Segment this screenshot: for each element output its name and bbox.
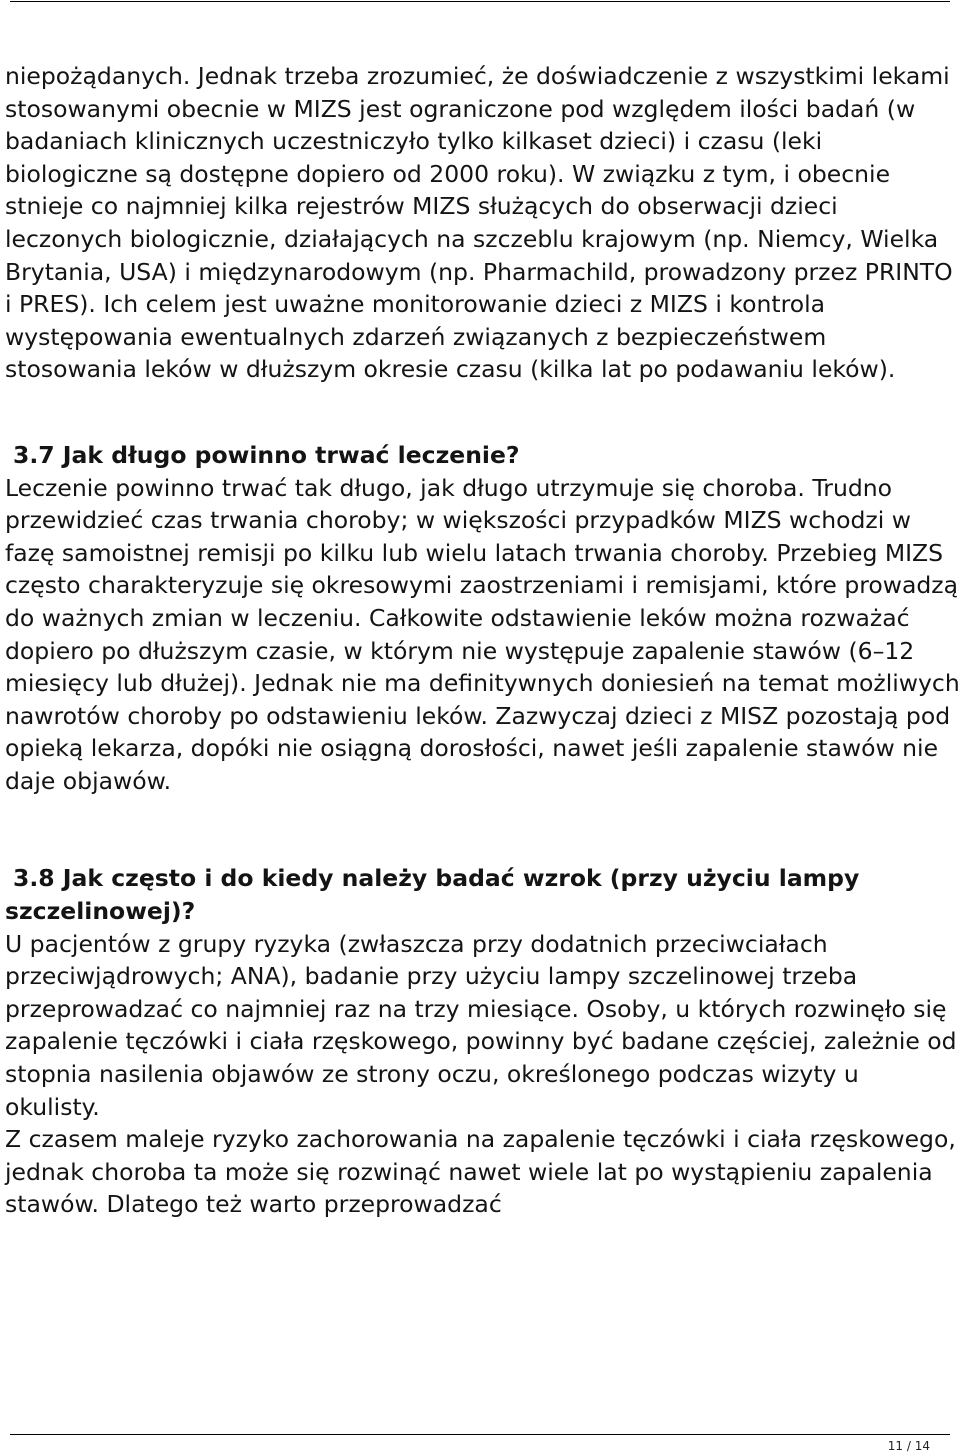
footer-rule bbox=[10, 1434, 950, 1435]
section-heading-3-7 bbox=[5, 439, 960, 472]
section-3-7-body: Leczenie powinno trwać tak długo, jak długo utrzymuje się choroba. Trudno przewidzieć czas trwania choroby; w większości przypadków MIZS wchodzi w fazę samoistnej remisji po kilku lub wielu latach trwania choroby. Przebieg MIZS często charakteryzuje się okresowymi zaostrzeniami i remisjami, które prowadzą do ważnych zmian w leczeniu. Całkowite odstawienie leków można rozważać dopiero po dłuższym czasie, w którym nie występuje zapalenie stawów (6–12 miesięcy lub dłużej). Jednak nie ma definitywnych doniesień na temat możliwych nawrotów choroby po odstawieniu leków. Zazwyczaj dzieci z MISZ pozostają pod opieką lekarza, dopóki nie osiągną dorosłości, nawet jeśli zapalenie stawów nie daje objawów. bbox=[5, 473, 960, 795]
section-3-8-body-1: U pacjentów z grupy ryzyka (zwłaszcza przy dodatnich przeciwciałach przeciwjądrowych; ANA), badanie przy użyciu lampy szczelinowej trzeba przeprowadzać co najmniej raz na trzy miesiące. Osoby, u których rozwinęło się zapalenie tęczówki i ciała rzęskowego, powinny być badane częściej, zależnie od stopnia nasilenia objawów ze strony oczu, określonego podczas wizyty u okulisty. bbox=[5, 929, 957, 1121]
page-number: 11 / 14 bbox=[887, 1439, 930, 1453]
section-heading-3-7-text: 3.7 Jak długo powinno trwać leczenie? bbox=[13, 440, 520, 469]
document-body bbox=[5, 60, 960, 1221]
section-3-8-body-2: Z czasem maleje ryzyko zachorowania na zapalenie tęczówki i ciała rzęskowego, jednak choroba ta może się rozwinąć nawet wiele lat po wystąpieniu zapalenia stawów. Dlatego też warto przeprowadzać bbox=[5, 1125, 956, 1219]
top-rule bbox=[10, 1, 950, 2]
paragraph-intro: niepożądanych. Jednak trzeba zrozumieć, że doświadczenie z wszystkimi lekami stosowanymi obecnie w MIZS jest ograniczone pod względem ilości badań (w badaniach klinicznych uczestniczyło tylko kilkaset dzieci) i czasu (leki biologiczne są dostępne dopiero od 2000 roku). W związku z tym, i obecnie stnieje co najmniej kilka rejestrów MIZS służących do obserwacji dzieci leczonych biologicznie, działających na szczeblu krajowym (np. Niemcy, Wielka Brytania, USA) i międzynarodowym (np. Pharmachild, prowadzony przez PRINTO i PRES). Ich celem jest uważne monitorowanie dzieci z MIZS i kontrola występowania ewentualnych zdarzeń związanych z bezpieczeństwem stosowania leków w dłuższym okresie czasu (kilka lat po podawaniu leków). bbox=[5, 62, 953, 384]
spacer bbox=[5, 797, 960, 862]
section-heading-3-8-text: 3.8 Jak często i do kiedy należy badać wzrok (przy użyciu lampy szczelinowej)? bbox=[5, 864, 860, 926]
section-heading-3-8 bbox=[5, 862, 960, 927]
spacer bbox=[5, 386, 960, 439]
